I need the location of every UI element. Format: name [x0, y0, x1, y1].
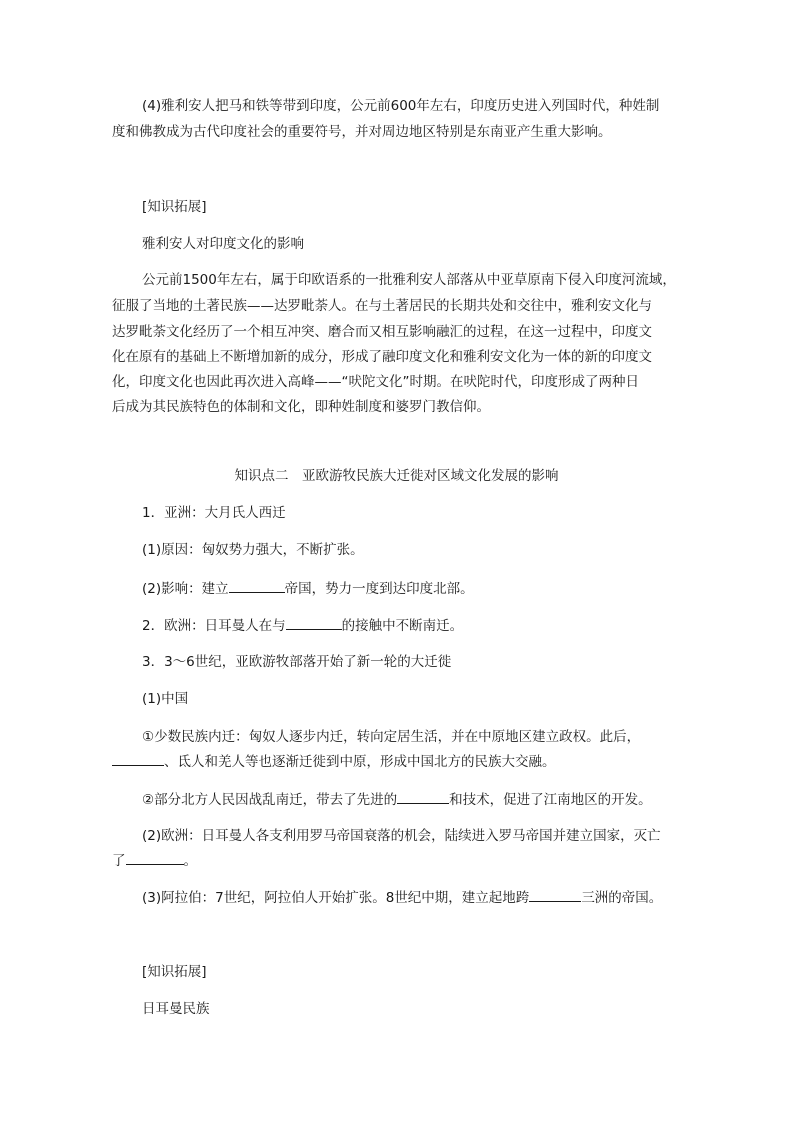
extension-line-2: 征服了当地的土著民族——达罗毗荼人。在与土著居民的长期共处和交往中，雅利安文化与	[112, 298, 652, 314]
impact-prefix: (2)影响：建立	[142, 581, 229, 597]
section-3-europe-line-2	[112, 850, 197, 871]
china-point-2-suffix: 和技术，促进了江南地区的开发。	[449, 792, 652, 808]
section-1-cause: (1)原因：匈奴势力强大，不断扩张。	[142, 542, 364, 558]
section-3-arabia	[142, 887, 662, 908]
fill-blank-people[interactable]	[112, 751, 164, 766]
fill-blank-continents[interactable]	[529, 887, 581, 902]
arabia-prefix: (3)阿拉伯：7世纪，阿拉伯人开始扩张。8世纪中期，建立起地跨	[142, 890, 530, 906]
knowledge-extension-2-title: 日耳曼民族	[142, 1001, 210, 1017]
arabia-suffix: 三洲的帝国。	[581, 890, 663, 906]
extension-line-6: 后成为其民族特色的体制和文化，即种姓制度和婆罗门教信仰。	[112, 399, 490, 415]
europe-line-2-prefix: 了	[112, 853, 126, 869]
para-4-line-2: 度和佛教成为古代印度社会的重要符号，并对周边地区特别是东南亚产生重大影响。	[112, 124, 612, 140]
knowledge-point-title: 知识点二 亚欧游牧民族大迁徙对区域文化发展的影响	[234, 468, 559, 484]
section-2-europe	[142, 615, 463, 636]
fill-blank-production[interactable]	[397, 789, 449, 804]
extension-line-3: 达罗毗荼文化经历了一个相互冲突、磨合而又相互影响融汇的过程，在这一过程中，印度文	[112, 324, 652, 340]
knowledge-extension-2-header: [知识拓展]	[142, 964, 207, 980]
knowledge-extension-header: [知识拓展]	[142, 199, 207, 215]
section-1-impact	[142, 578, 474, 599]
fill-blank-empire[interactable]	[229, 578, 285, 593]
extension-line-4: 化在原有的基础上不断增加新的成分，形成了融印度文化和雅利安文化为一体的新的印度文	[112, 349, 652, 365]
knowledge-extension-title: 雅利安人对印度文化的影响	[142, 236, 304, 252]
china-point-1-suffix: 、氐人和羌人等也逐渐迁徙到中原，形成中国北方的民族大交融。	[164, 754, 556, 770]
europe-suffix: 的接触中不断南迁。	[341, 618, 464, 634]
section-3-china: (1)中国	[142, 691, 189, 707]
china-point-1-line-1: ①少数民族内迁：匈奴人逐步内迁，转向定居生活，并在中原地区建立政权。此后，	[142, 729, 641, 745]
impact-suffix: 帝国，势力一度到达印度北部。	[284, 581, 474, 597]
fill-blank-empire-destroyed[interactable]	[126, 850, 184, 865]
section-3-europe-line-1: (2)欧洲：日耳曼人各支利用罗马帝国衰落的机会，陆续进入罗马帝国并建立国家，灭亡	[142, 828, 661, 844]
europe-line-2-suffix: 。	[183, 853, 197, 869]
china-point-2-prefix: ②部分北方人民因战乱南迁，带去了先进的	[142, 792, 398, 808]
china-point-2	[142, 789, 652, 810]
para-4-line-1: (4)雅利安人把马和铁等带到印度，公元前600年左右，印度历史进入列国时代，种姓制	[142, 98, 660, 114]
europe-prefix: 2．欧洲：日耳曼人在与	[142, 618, 286, 634]
fill-blank-contact[interactable]	[286, 615, 342, 630]
extension-line-1: 公元前1500年左右，属于印欧语系的一批雅利安人部落从中亚草原南下侵入印度河流域，	[142, 272, 676, 288]
china-point-1-line-2	[112, 751, 556, 772]
section-3-migration: 3．3～6世纪，亚欧游牧部落开始了新一轮的大迁徙	[142, 654, 452, 670]
extension-line-5: 化，印度文化也因此再次进入高峰——“吠陀文化”时期。在吠陀时代，印度形成了两种日	[112, 374, 639, 390]
section-1-asia: 1．亚洲：大月氏人西迁	[142, 505, 286, 521]
